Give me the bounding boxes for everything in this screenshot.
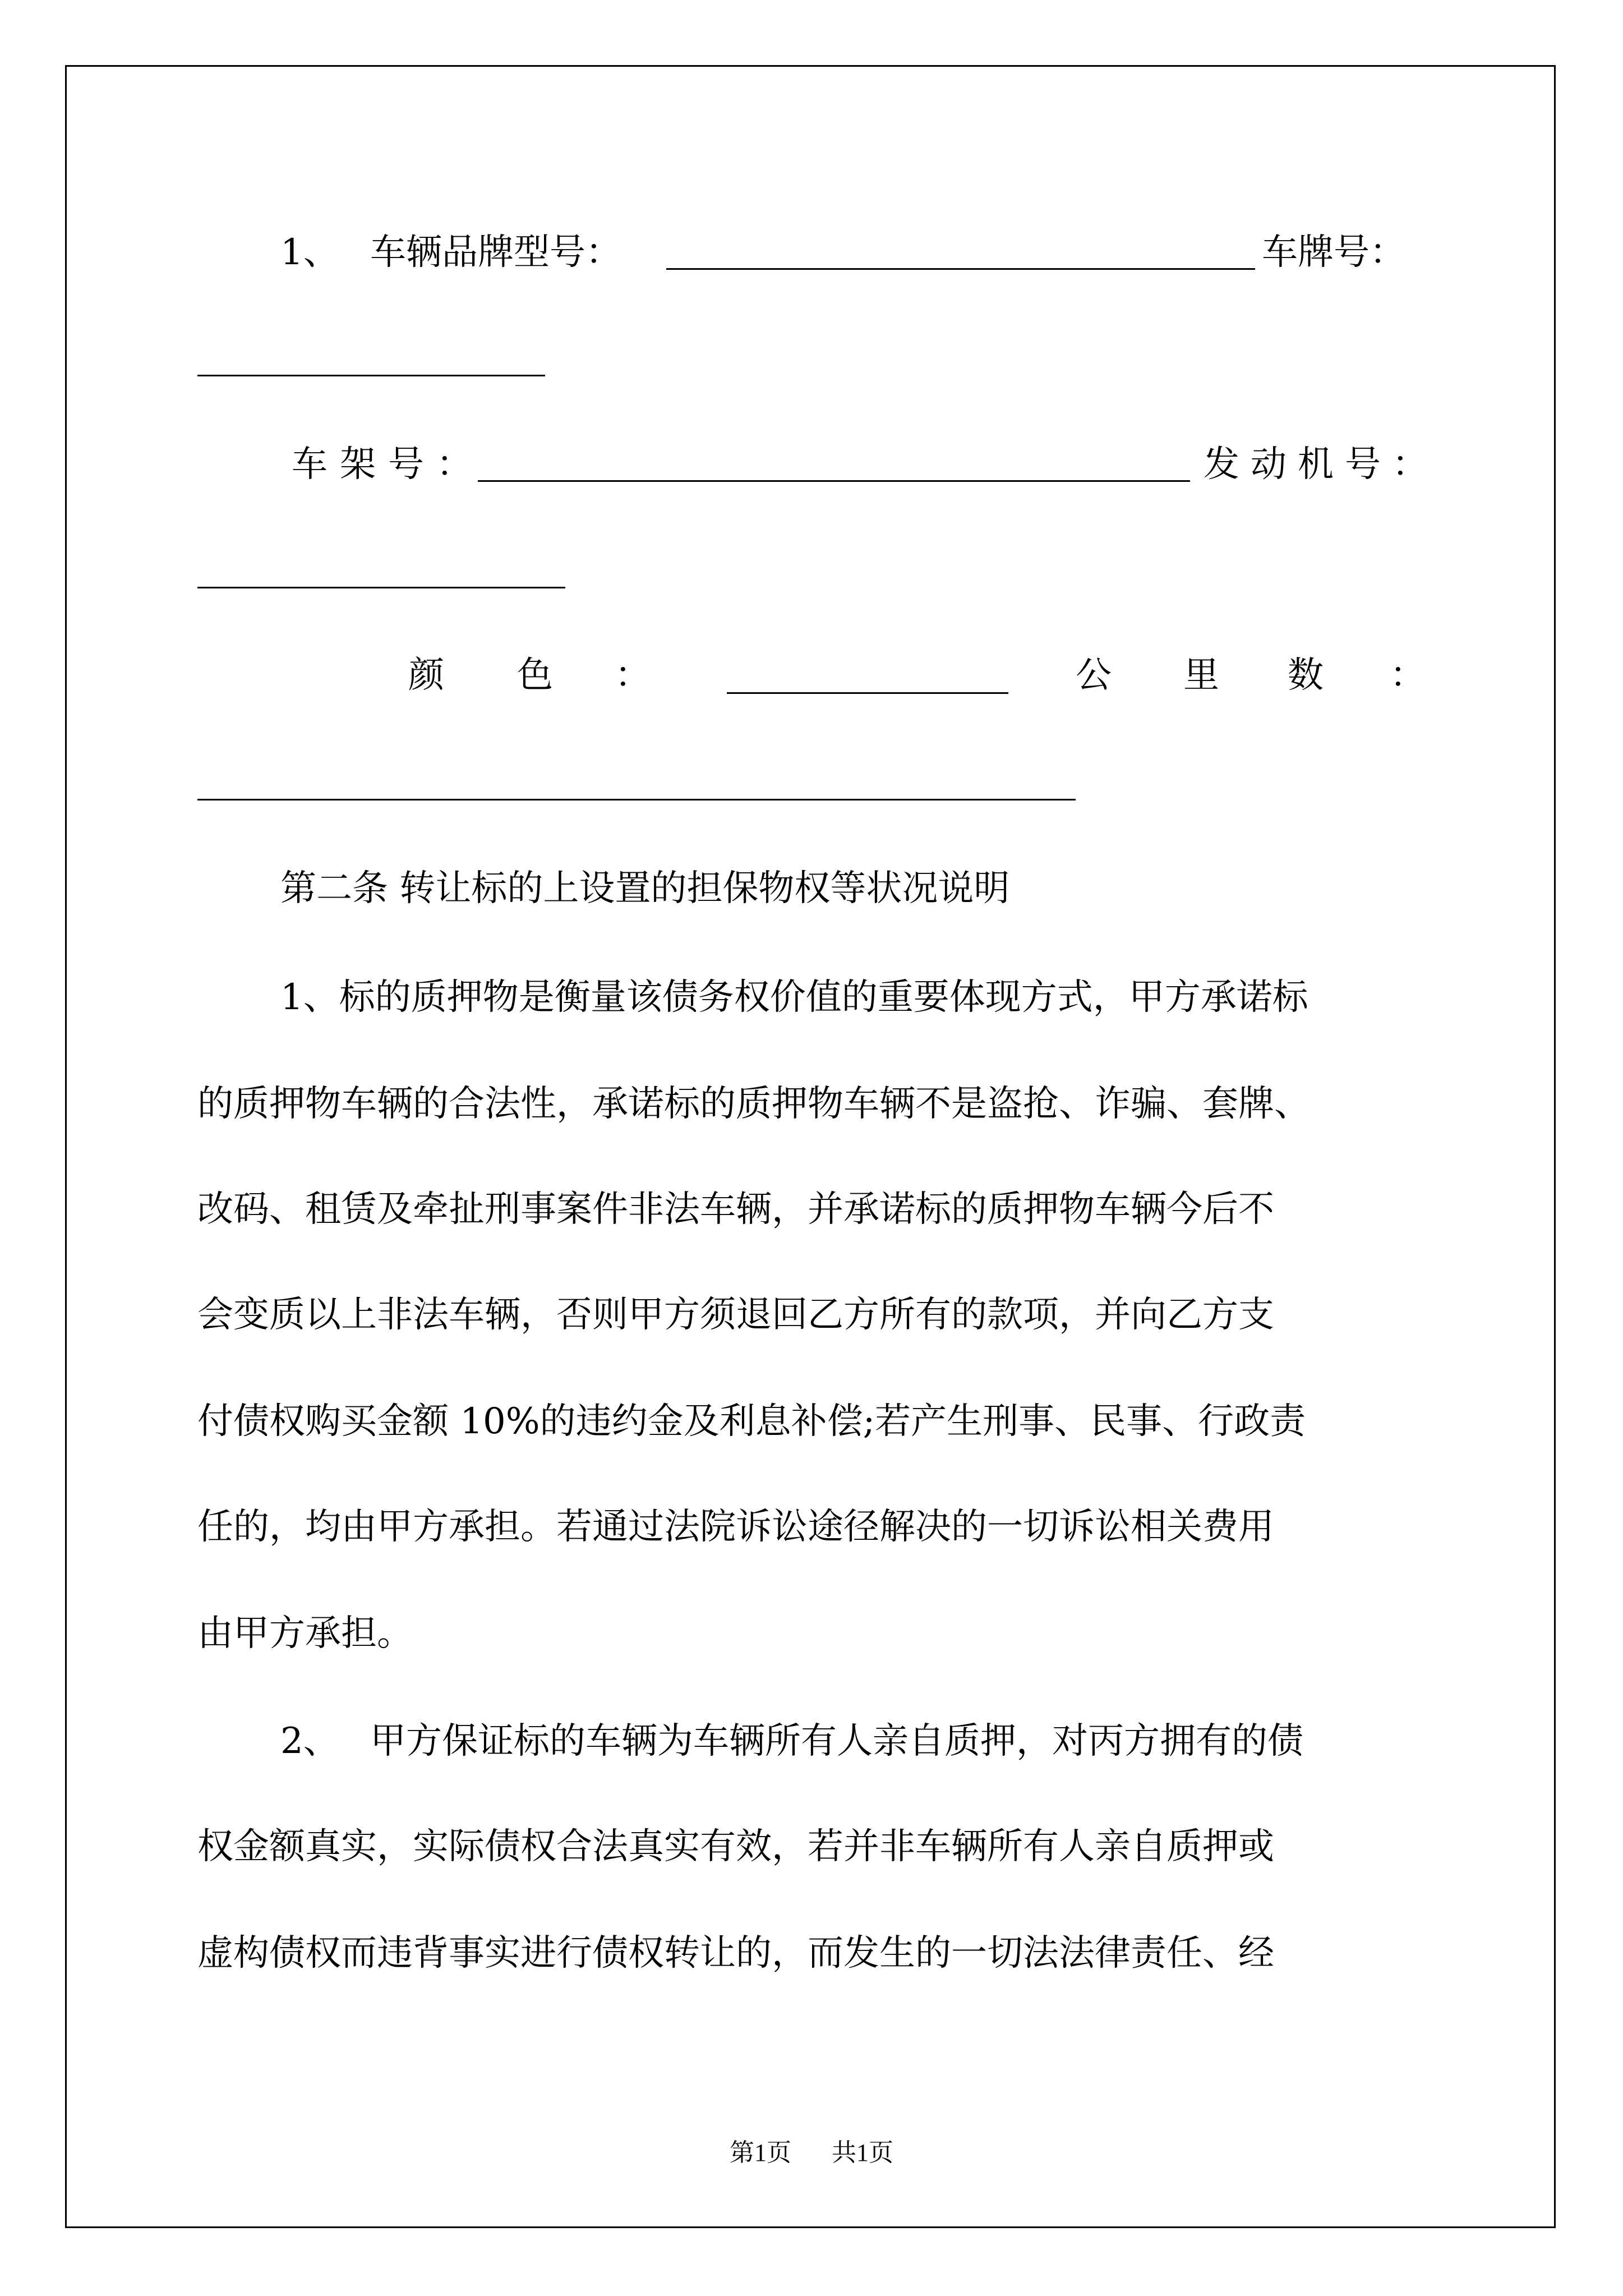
color-label-char-1: 颜 xyxy=(408,655,444,696)
paragraph2-line-3: 虚构债权而违背事实进行债权转让的，而发生的一切法法律责任、经 xyxy=(197,1932,1274,1974)
paragraph1-line-7: 由甲方承担。 xyxy=(197,1613,413,1654)
frame-label: 车架号： xyxy=(292,444,485,485)
mileage-label-char-1: 公 xyxy=(1076,655,1112,696)
page-footer xyxy=(0,2141,1623,2165)
paragraph1-line-1: 1、标的质押物是衡量该债务权价值的重要体现方式，甲方承诺标 xyxy=(280,977,1308,1018)
paragraph1-line-5: 付债权购买金额 10%的违约金及利息补偿;若产生刑事、民事、行政责 xyxy=(197,1401,1306,1442)
mileage-label-char-2: 里 xyxy=(1183,655,1219,696)
brand-model-blank xyxy=(666,268,1255,270)
engine-blank xyxy=(197,587,565,588)
paragraph2-line-2: 权金额真实，实际债权合法真实有效，若并非车辆所有人亲自质押或 xyxy=(197,1826,1274,1867)
color-label-char-2: 色 xyxy=(517,655,553,696)
page-border xyxy=(65,65,1556,2228)
color-blank xyxy=(727,692,1008,694)
paragraph1-line-4: 会变质以上非法车辆，否则甲方须退回乙方所有的款项，并向乙方支 xyxy=(197,1294,1274,1336)
mileage-label-char-3: 数 xyxy=(1288,655,1324,696)
section-title: 第二条 转让标的上设置的担保物权等状况说明 xyxy=(280,868,1010,909)
page-current: 第1页 xyxy=(730,2139,791,2166)
page-total: 共1页 xyxy=(832,2139,893,2166)
paragraph1-line-6: 任的，均由甲方承担。若通过法院诉讼途径解决的一切诉讼相关费用 xyxy=(197,1506,1274,1548)
mileage-label-colon: ： xyxy=(1390,655,1426,696)
engine-label: 发动机号： xyxy=(1204,444,1439,485)
row1-number: 1、 xyxy=(280,232,339,273)
plate-blank xyxy=(197,375,545,376)
frame-blank xyxy=(478,480,1190,482)
mileage-blank xyxy=(197,799,1076,800)
paragraph2-number: 2、 xyxy=(280,1720,339,1762)
color-label-colon: ： xyxy=(615,655,651,696)
paragraph2-line-1: 甲方保证标的车辆为车辆所有人亲自质押，对丙方拥有的债 xyxy=(370,1720,1303,1762)
paragraph1-line-2: 的质押物车辆的合法性，承诺标的质押物车辆不是盗抢、诈骗、套牌、 xyxy=(197,1083,1310,1125)
brand-model-label: 车辆品牌型号： xyxy=(370,232,621,273)
paragraph1-line-3: 改码、租赁及牵扯刑事案件非法车辆，并承诺标的质押物车辆今后不 xyxy=(197,1189,1274,1230)
plate-label: 车牌号： xyxy=(1262,232,1405,273)
